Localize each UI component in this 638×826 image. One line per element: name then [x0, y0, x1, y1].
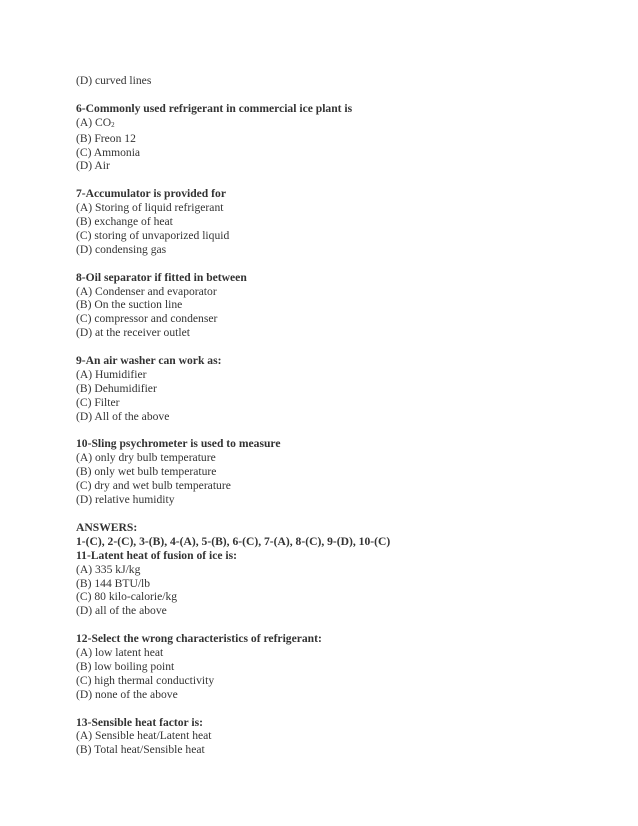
answers-heading: ANSWERS: [76, 520, 138, 534]
q9-title: 9-An air washer can work as: [76, 354, 222, 368]
q7-option-b: (B) exchange of heat [76, 215, 173, 229]
q6-option-c: (C) Ammonia [76, 145, 141, 159]
q10-option-a: (A) only dry bulb temperature [76, 451, 216, 465]
document-content [76, 74, 606, 757]
q9-option-c: (C) Filter [76, 395, 120, 409]
q13-title: 13-Sensible heat factor is: [76, 715, 203, 729]
q8-option-a: (A) Condenser and evaporator [76, 284, 217, 298]
answers-list: 1-(C), 2-(C), 3-(B), 4-(A), 5-(B), 6-(C), 7-(A), 8-(C), 9-(D), 10-(C) [76, 534, 391, 548]
q12-title: 12-Select the wrong characteristics of refrigerant: [76, 632, 322, 646]
q11-title: 11-Latent heat of fusion of ice is: [76, 548, 238, 562]
q7-option-d: (D) condensing gas [76, 242, 167, 256]
q8-option-d: (D) at the receiver outlet [76, 326, 190, 340]
q11-option-b: (B) 144 BTU/lb [76, 576, 151, 590]
q11-option-d: (D) all of the above [76, 604, 167, 618]
q7-title: 7-Accumulator is provided for [76, 187, 226, 201]
q6-option-b: (B) Freon 12 [76, 131, 136, 145]
q11-option-a: (A) 335 kJ/kg [76, 562, 141, 576]
q5-option-d: (D) curved lines [76, 74, 152, 87]
q11-option-c: (C) 80 kilo-calorie/kg [76, 590, 178, 604]
q12-option-c: (C) high thermal conductivity [76, 673, 215, 687]
q7-option-c: (C) storing of unvaporized liquid [76, 228, 230, 242]
q9-option-d: (D) All of the above [76, 409, 170, 423]
q8-title: 8-Oil separator if fitted in between [76, 270, 247, 284]
q10-option-b: (B) only wet bulb temperature [76, 465, 217, 479]
q6-option-a-text: (A) CO [76, 115, 112, 129]
q6-option-a-subscript: 2 [111, 120, 115, 129]
q6-title: 6-Commonly used refrigerant in commercial ice plant is [76, 101, 353, 115]
q13-option-b: (B) Total heat/Sensible heat [76, 743, 205, 757]
q9-option-b: (B) Dehumidifier [76, 381, 157, 395]
q12-option-a: (A) low latent heat [76, 646, 164, 660]
q10-title: 10-Sling psychrometer is used to measure [76, 437, 281, 451]
q8-option-c: (C) compressor and condenser [76, 312, 218, 326]
q12-option-b: (B) low boiling point [76, 659, 175, 673]
q8-option-b: (B) On the suction line [76, 298, 183, 312]
q7-option-a: (A) Storing of liquid refrigerant [76, 201, 224, 215]
q13-option-a: (A) Sensible heat/Latent heat [76, 729, 212, 743]
q9-option-a: (A) Humidifier [76, 367, 147, 381]
q6-option-a [76, 116, 606, 132]
q10-option-c: (C) dry and wet bulb temperature [76, 479, 231, 493]
q12-option-d: (D) none of the above [76, 687, 178, 701]
q10-option-d: (D) relative humidity [76, 493, 175, 507]
q6-option-d: (D) Air [76, 159, 110, 173]
